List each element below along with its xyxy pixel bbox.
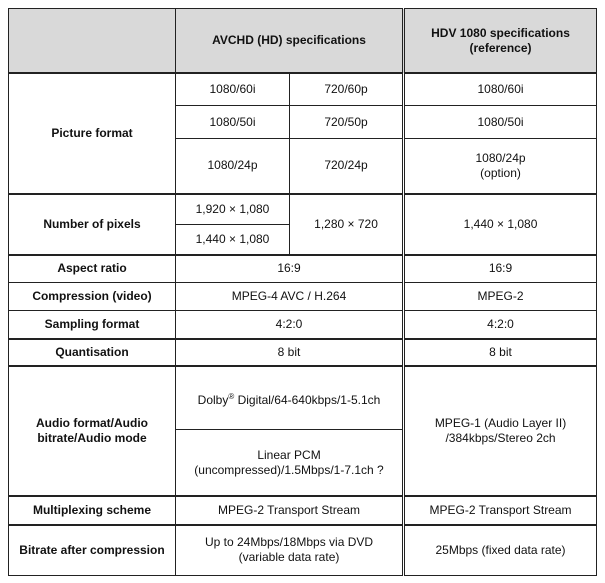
multiplexing-row [9, 496, 597, 524]
compression-row [9, 282, 597, 310]
compression-label: Compression (video) [9, 282, 176, 310]
aspect-row [9, 255, 597, 282]
picture-format-avchd-b2: 720/50p [290, 106, 404, 138]
bitrate-avchd-line2: (variable data rate) [238, 550, 340, 565]
audio-hdv-line2: /384kbps/Stereo 2ch [445, 431, 556, 446]
audio-dolby-registered-mark: ® [228, 391, 235, 401]
compression-hdv: MPEG-2 [404, 282, 597, 310]
header-hdv [404, 9, 597, 74]
bitrate-avchd-line1: Up to 24Mbps/18Mbps via DVD [204, 535, 374, 550]
aspect-avchd: 16:9 [176, 255, 404, 282]
picture-format-avchd-a2: 1080/50i [176, 106, 290, 138]
header-hdv-line2: (reference) [469, 40, 532, 55]
compression-avchd: MPEG-4 AVC / H.264 [176, 282, 404, 310]
header-row [9, 9, 597, 74]
bitrate-row [9, 525, 597, 576]
audio-label [9, 366, 176, 496]
header-avchd: AVCHD (HD) specifications [176, 9, 404, 74]
sampling-hdv: 4:2:0 [404, 311, 597, 339]
picture-format-avchd-a1: 1080/60i [176, 73, 290, 105]
audio-hdv-line1: MPEG-1 (Audio Layer II) [434, 416, 567, 431]
quantisation-hdv: 8 bit [404, 339, 597, 366]
multiplexing-avchd: MPEG-2 Transport Stream [176, 496, 404, 524]
pixels-avchd-a1: 1,920 × 1,080 [176, 194, 290, 224]
audio-dolby-prefix: Dolby [197, 392, 229, 407]
picture-format-hdv-1: 1080/60i [404, 73, 597, 105]
pixels-avchd-a2: 1,440 × 1,080 [176, 225, 290, 255]
audio-avchd-pcm [176, 429, 404, 496]
picture-format-avchd-a3: 1080/24p [176, 138, 290, 194]
audio-pcm-line2: (uncompressed)/1.5Mbps/1-7.1ch ? [194, 462, 384, 477]
bitrate-label: Bitrate after compression [9, 525, 176, 576]
picture-format-avchd-b3: 720/24p [290, 138, 404, 194]
picture-format-hdv-2: 1080/50i [404, 106, 597, 138]
bitrate-avchd [176, 525, 404, 576]
audio-avchd-dolby [176, 366, 404, 429]
audio-dolby-suffix: Digital/64-640kbps/1-5.1ch [234, 392, 381, 407]
aspect-label: Aspect ratio [9, 255, 176, 282]
pixels-row-1 [9, 194, 597, 224]
spec-comparison-table [8, 8, 597, 576]
pixels-label: Number of pixels [9, 194, 176, 255]
quantisation-avchd: 8 bit [176, 339, 404, 366]
picture-format-label: Picture format [9, 73, 176, 194]
bitrate-hdv: 25Mbps (fixed data rate) [404, 525, 597, 576]
sampling-row [9, 311, 597, 339]
audio-label-line1: Audio format/Audio [36, 416, 148, 431]
quantisation-label: Quantisation [9, 339, 176, 366]
multiplexing-label: Multiplexing scheme [9, 496, 176, 524]
audio-label-line2: bitrate/Audio mode [37, 431, 147, 446]
pixels-avchd-b: 1,280 × 720 [290, 194, 404, 255]
pixels-hdv: 1,440 × 1,080 [404, 194, 597, 255]
audio-row-1 [9, 366, 597, 429]
multiplexing-hdv: MPEG-2 Transport Stream [404, 496, 597, 524]
picture-format-hdv-3 [404, 138, 597, 194]
aspect-hdv: 16:9 [404, 255, 597, 282]
audio-hdv [404, 366, 597, 496]
header-hdv-line1: HDV 1080 specifications [431, 25, 570, 40]
picture-format-hdv-3-line1: 1080/24p [475, 150, 526, 165]
quantisation-row [9, 339, 597, 366]
picture-format-avchd-b1: 720/60p [290, 73, 404, 105]
header-empty-cell [9, 9, 176, 74]
sampling-label: Sampling format [9, 311, 176, 339]
sampling-avchd: 4:2:0 [176, 311, 404, 339]
picture-format-hdv-3-line2: (option) [480, 165, 521, 180]
picture-format-row-1 [9, 73, 597, 105]
audio-pcm-line1: Linear PCM [257, 447, 321, 462]
